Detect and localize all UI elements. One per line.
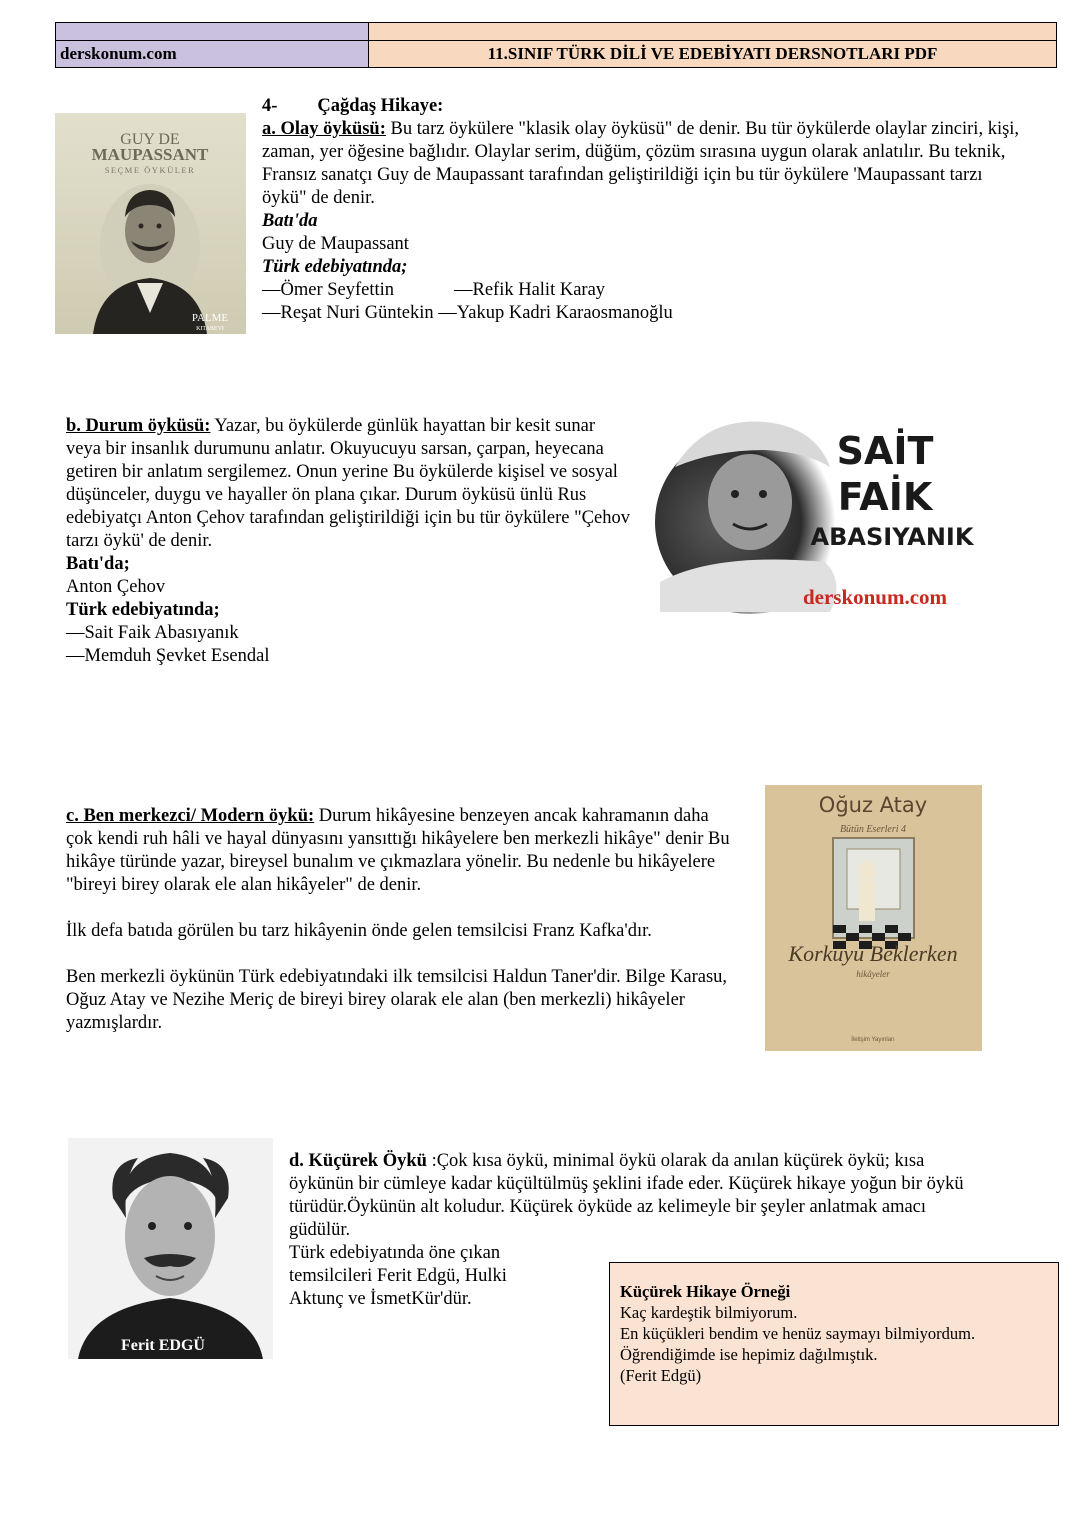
olay-west-label: Batı'da [262, 211, 318, 231]
sait-faik-art [655, 412, 1000, 617]
cover-line1: GUY DE [120, 131, 180, 148]
edgu-caption: Ferit EDGÜ [121, 1337, 205, 1354]
modern-para2: İlk defa batıda görülen bu tarz hikâyenin önde gelen temsilcisi Franz Kafka'dır. [66, 921, 652, 941]
maupassant-book-cover [55, 113, 246, 334]
example-line2: En küçükleri bendim ve henüz saymayı bilmiyordum. [620, 1324, 976, 1343]
example-line4: (Ferit Edgü) [620, 1366, 702, 1385]
page-header [55, 22, 1057, 68]
olay-turk-row1 [262, 279, 1022, 302]
kucurek-label: d. Küçürek Öykü [289, 1151, 427, 1171]
olay-turk-1: —Ömer Seyfettin [262, 280, 395, 300]
durum-west-author: Anton Çehov [66, 577, 166, 597]
kucurek-example-box [609, 1262, 1059, 1426]
olay-paragraph [262, 118, 1022, 210]
atay-publisher: İletişim Yayınları [851, 1037, 895, 1043]
section-heading [262, 95, 1022, 118]
header-site: derskonum.com [56, 41, 369, 67]
kucurek-body: :Çok kısa öykü, minimal öykü olarak da anılan küçürek öykü; kısa öykünün bir cümleye kadar küçültülmüş şeklini ifade eder. Küçürek hikaye yoğun bir öykü türüdür.Öykünün alt koludur. Küçürek öyküde az kelimeyle bir şeyler anlatmak amacı güdülür. [289, 1151, 964, 1240]
ferit-edgu-photo [68, 1138, 273, 1359]
durum-turk-2: —Memduh Şevket Esendal [66, 646, 270, 666]
section-number: 4- [262, 96, 278, 116]
sait-faik-image [655, 412, 1000, 617]
olay-west-author: Guy de Maupassant [262, 234, 409, 254]
sait-faik-line1: SAİT [836, 429, 934, 473]
example-title: Küçürek Hikaye Örneği [620, 1282, 791, 1301]
modern-label: c. Ben merkezci/ Modern öykü: [66, 806, 315, 826]
durum-paragraph [66, 415, 632, 553]
atay-series: Bütün Eserleri 4 [839, 824, 907, 835]
olay-turk-2: —Refik Halit Karay [454, 280, 606, 300]
modern-para3: Ben merkezli öykünün Türk edebiyatındaki ilk temsilcisi Haldun Taner'dir. Bilge Karasu, Oğuz Atay ve Nezihe Meriç de bireyi birey olarak ele alan (ben merkezli) hikâyeler yazmışlardır. [66, 967, 728, 1033]
durum-turk-1: —Sait Faik Abasıyanık [66, 623, 239, 643]
kucurek-paragraph [289, 1150, 989, 1242]
sait-faik-line3: ABASIYANIK [810, 523, 974, 551]
durum-west-label: Batı'da; [66, 554, 130, 574]
section-durum-oykusu [66, 415, 632, 668]
durum-label: b. Durum öyküsü: [66, 416, 211, 436]
section-title: Çağdaş Hikaye: [317, 96, 444, 116]
cover-line2: MAUPASSANT [91, 145, 209, 164]
atay-author: Oğuz Atay [818, 793, 928, 817]
sait-faik-line2: FAİK [837, 475, 933, 519]
modern-paragraph [66, 805, 736, 897]
kucurek-rep-2: temsilcileri Ferit Edgü, Hulki [289, 1266, 507, 1286]
atay-cover-art [765, 785, 982, 1051]
durum-body: Yazar, bu öykülerde günlük hayattan bir kesit sunar veya bir insanlık durumunu anlatır. Okuyucuyu sarsan, çarpan, heyecana getiren bir anlatım sergilemez. Onun yerine Bu öykülerde kişisel ve sosyal düşünceler, duygu ve hayaller ön plana çıkar. Durum öyküsü ünlü Rus edebiyatçı Anton Çehov tarafından geliştirildiği için bu tür öykülere "Çehov tarzı öykü' de denir. [66, 416, 630, 551]
olay-label: a. Olay öyküsü: [262, 119, 386, 139]
kucurek-rep-3: Aktunç ve İsmetKür'dür. [289, 1289, 472, 1309]
example-line3: Öğrendiğimde ise hepimiz dağılmıştık. [620, 1345, 878, 1364]
header-strip-left [56, 23, 369, 41]
section-modern-oyku [66, 805, 736, 1035]
atay-book-cover [765, 785, 982, 1051]
cover-publisher: PALME [191, 312, 229, 324]
olay-turk-3: —Reşat Nuri Güntekin [262, 303, 434, 323]
maupassant-cover-art [55, 113, 246, 334]
cover-publisher-sub: KITABEVI [196, 326, 224, 332]
olay-body: Bu tarz öykülere "klasik olay öyküsü" de denir. Bu tür öykülerde olaylar zinciri, kişi, zaman, yer öğesine bağlıdır. Olaylar serim, düğüm, çözüm sırasına uygun olarak anlatılır. Bu teknik, Fransız sanatçı Guy de Maupassant tarafından geliştirildiği için bu tür öykülere 'Maupassant tarzı öykü" de denir. [262, 119, 1020, 208]
cover-line3: SEÇME ÖYKÜLER [104, 165, 196, 175]
example-line1: Kaç kardeştik bilmiyorum. [620, 1303, 798, 1322]
olay-turk-row2 [262, 302, 1022, 325]
header-strip-right [369, 23, 1056, 41]
modern-body: Durum hikâyesine benzeyen ancak kahramanın daha çok kendi ruh hâli ve hayal dünyasını yansıttığı hikâyelere ben merkezli hikâye" denir Bu hikâye türünde yazar, bireysel bunalım ve çıkmazlara yönelir. Bu nedenle bu hikâyelere "bireyi birey olarak ele alan hikâyeler" de denir. [66, 806, 730, 895]
atay-subtitle: hikâyeler [856, 969, 890, 979]
header-title: 11.SINIF TÜRK DİLİ VE EDEBİYATI DERSNOTLARI PDF [369, 41, 1056, 67]
section-olay-oykusu [262, 95, 1022, 325]
atay-title: Korkuyu Beklerken [788, 941, 958, 966]
kucurek-rep-1: Türk edebiyatında öne çıkan [289, 1243, 501, 1263]
olay-turk-4: —Yakup Kadri Karaosmanoğlu [438, 303, 673, 323]
durum-turk-label: Türk edebiyatında; [66, 600, 220, 620]
ferit-edgu-portrait [68, 1138, 273, 1359]
olay-turk-label: Türk edebiyatında; [262, 257, 408, 277]
sait-faik-site: derskonum.com [802, 585, 948, 609]
